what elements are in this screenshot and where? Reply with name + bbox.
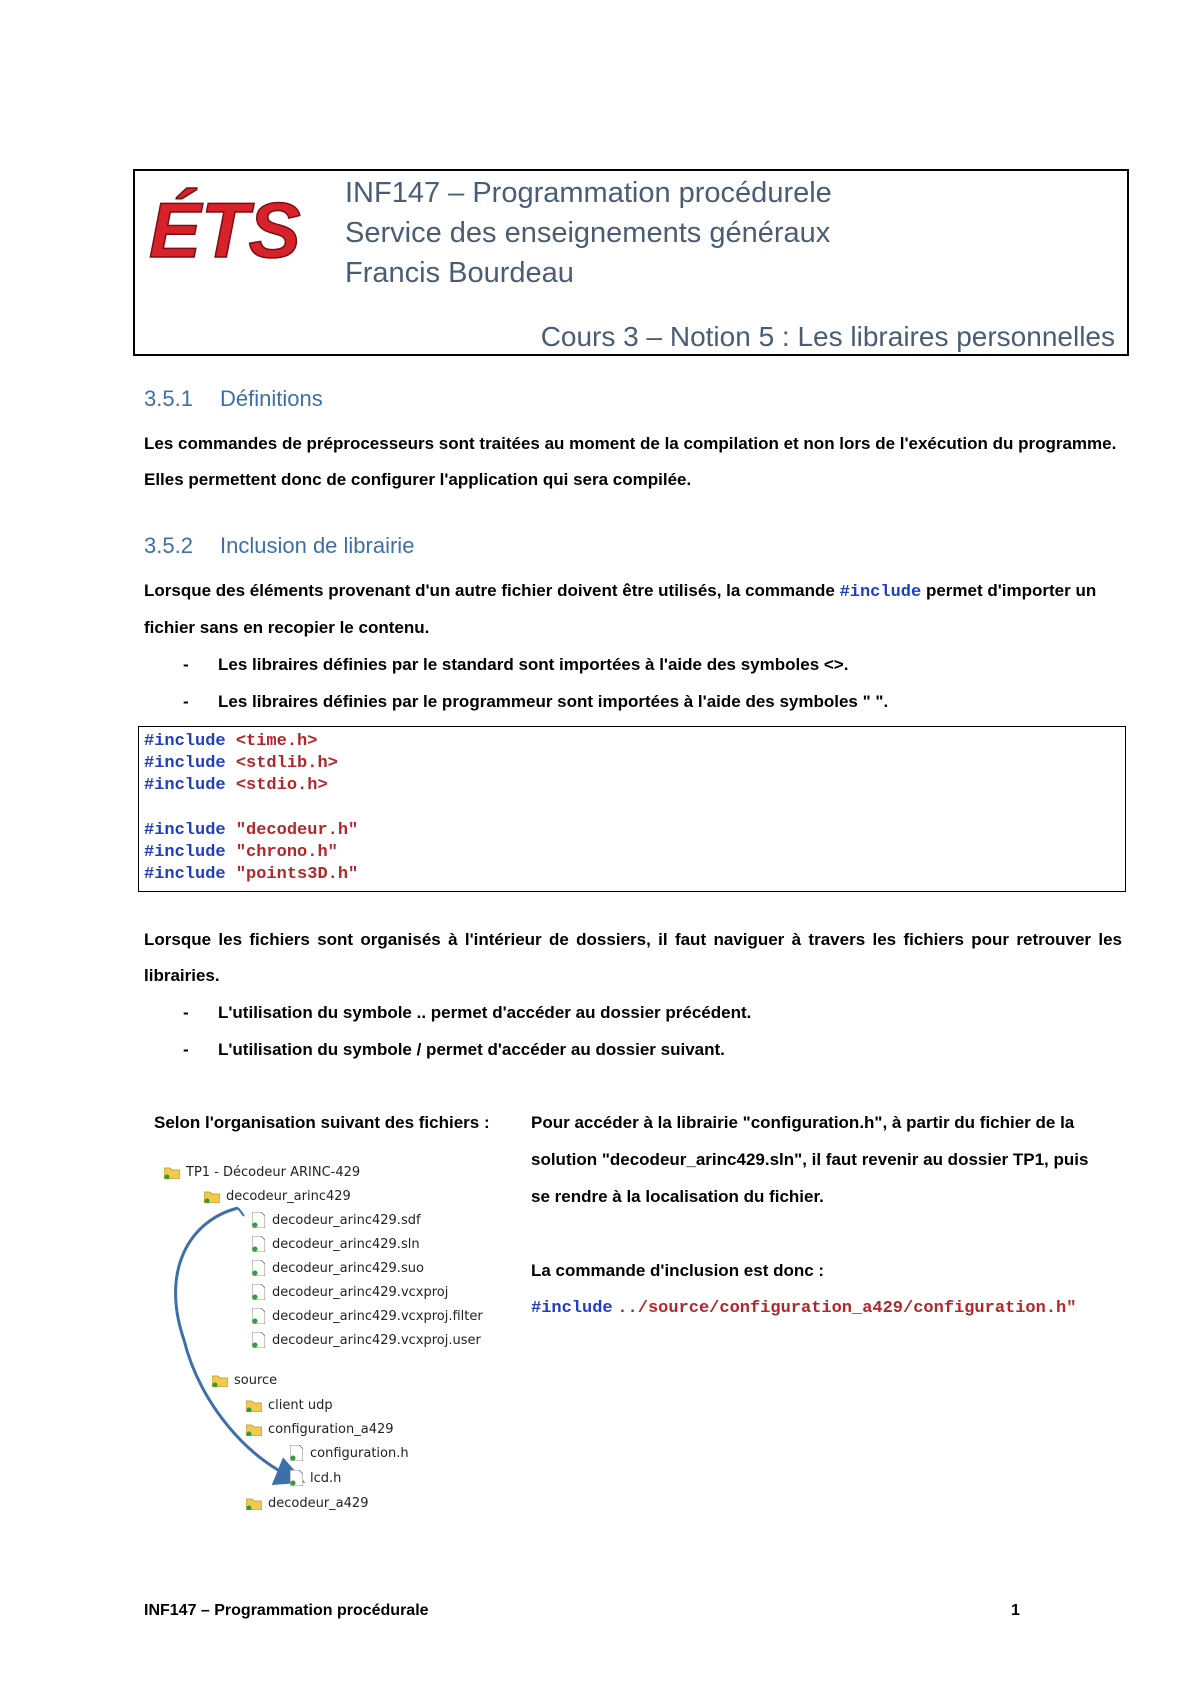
- file-icon: [290, 1445, 303, 1461]
- inline-code-keyword: #include: [531, 1299, 613, 1318]
- paragraph: La commande d'inclusion est donc :: [531, 1261, 825, 1280]
- page-number: 1: [1011, 1602, 1020, 1619]
- paragraph: librairies.: [144, 966, 220, 985]
- tree-file[interactable]: lcd.h: [310, 1471, 341, 1486]
- code-line: #include <stdlib.h>: [144, 754, 338, 773]
- text-run: Lorsque des éléments provenant d'un autre fichier doivent être utilisés, la commande: [144, 581, 835, 600]
- file-icon: [252, 1284, 265, 1300]
- tree-file[interactable]: decodeur_arinc429.sdf: [272, 1213, 421, 1228]
- include-example: [531, 1297, 1103, 1318]
- section-number: 3.5.2: [144, 533, 193, 558]
- text-run: permet d'importer un: [925, 581, 1097, 600]
- file-icon: [252, 1332, 265, 1348]
- lesson-title: Cours 3 – Notion 5 : Les libraires personnelles: [540, 321, 1115, 352]
- tree-folder[interactable]: configuration_a429: [268, 1422, 394, 1437]
- code-line: #include <stdio.h>: [144, 776, 328, 795]
- paragraph: Elles permettent donc de configurer l'application qui sera compilée.: [144, 470, 692, 489]
- tree-file[interactable]: decodeur_arinc429.sln: [272, 1237, 420, 1252]
- file-icon: [252, 1308, 265, 1324]
- folder-icon: [212, 1374, 228, 1387]
- footer-course: INF147 – Programmation procédurale: [144, 1602, 429, 1619]
- tree-file[interactable]: decodeur_arinc429.vcxproj: [272, 1285, 448, 1300]
- section-title: Définitions: [220, 386, 323, 411]
- department-name: Service des enseignements généraux: [345, 217, 831, 249]
- tree-file[interactable]: decodeur_arinc429.vcxproj.user: [272, 1333, 481, 1348]
- section-title: Inclusion de librairie: [220, 533, 415, 558]
- paragraph: se rendre à la localisation du fichier.: [531, 1187, 824, 1206]
- paragraph: [144, 581, 1122, 602]
- tree-caption: Selon l'organisation suivant des fichiers :: [154, 1113, 490, 1132]
- folder-icon: [246, 1423, 262, 1436]
- tree-folder[interactable]: source: [234, 1373, 277, 1388]
- section-heading-definitions: [144, 386, 323, 412]
- tree-folder[interactable]: decodeur_arinc429: [226, 1189, 351, 1204]
- ets-logo: [145, 179, 315, 269]
- document-page: ÉTS INF147 – Programmation procédurele Service des enseignements généraux Francis Bourdeau Cours 3 – Notion 5 : Les libraires personnelles 3.5.1 Définitions Les commandes de préprocesseurs sont traitées au moment de la compilation et non lors de l'exécution du programme. Elles permettent donc de configurer l'application qui sera compilée. 3.5.2 Inclusion de librairie Lorsque des éléments provenant d'un autre fichier doivent être utilisés, la commande #include permet d'importer un fichier sans en recopier le contenu. - Les libraires définies par le standard sont importées à l'aide des symboles <>. - Les libraires définies par le programmeur sont importées à l'aide des symboles " ". #include <time.h> #include <stdlib.h> #include <stdio.h> #include "decodeur.h" #include "chrono.h" #include "points3D.h" Lorsque les fichiers sont organisés à l'intérieur de dossiers, il faut naviguer à travers les fichiers pour retrouver les librairies. - L'utilisation du symbole .. permet d'accéder au dossier précédent. - L'utilisation du symbole / permet d'accéder au dossier suivant. Selon l'organisation suivant des fichiers : TP1 - Décodeur ARINC-429 decodeur_arinc429 decodeur_arinc429.sdf decodeur_arinc429.sln decodeur_arinc429.suo decodeur_arinc429.vcxproj decodeur_arinc429.vcxproj.filter decodeur_arinc429.vcxproj.user source client udp configuration_a429 configuration.h lcd.h decodeur_a429 Pour accéder à la librairie "configuration.h", à partir du fichier de la solution "decodeur_arinc429.sln", il faut revenir au dossier TP1, puis se rendre à la localisation du fichier. La commande d'inclusion est donc : #include ../source/configuration_a429/configuration.h" INF147 – Programmation procédurale 1: [0, 0, 1200, 1698]
- tree-file[interactable]: decodeur_arinc429.vcxproj.filter: [272, 1309, 483, 1324]
- tree-folder[interactable]: TP1 - Décodeur ARINC-429: [186, 1165, 360, 1180]
- folder-icon: [246, 1399, 262, 1412]
- file-icon: [252, 1236, 265, 1252]
- paragraph: Lorsque les fichiers sont organisés à l'intérieur de dossiers, il faut naviguer à travers les fichiers pour retrouver les: [144, 930, 1122, 949]
- inline-code-path: ../source/configuration_a429/configuration.h": [617, 1299, 1077, 1318]
- folder-icon: [246, 1497, 262, 1510]
- tree-file[interactable]: configuration.h: [310, 1446, 409, 1461]
- paragraph: Pour accéder à la librairie "configuration.h", à partir du fichier de la: [531, 1113, 1075, 1132]
- code-line: #include "decodeur.h": [144, 821, 359, 840]
- tree-folder[interactable]: decodeur_a429: [268, 1496, 368, 1511]
- inline-code: #include: [839, 583, 922, 602]
- section-number: 3.5.1: [144, 386, 193, 411]
- course-title: INF147 – Programmation procédurele: [345, 177, 832, 209]
- code-line: #include <time.h>: [144, 732, 318, 751]
- file-tree-screenshot: [160, 1160, 490, 1530]
- section-heading-inclusion: [144, 533, 414, 559]
- folder-icon: [204, 1190, 220, 1203]
- code-block: [138, 726, 1126, 892]
- file-icon: [252, 1260, 265, 1276]
- code-line: #include "chrono.h": [144, 843, 338, 862]
- paragraph: Les commandes de préprocesseurs sont traitées au moment de la compilation et non lors de l'exécution du programme.: [144, 434, 1117, 453]
- code-line: #include "points3D.h": [144, 865, 359, 884]
- logo-text: ÉTS: [149, 186, 301, 269]
- file-icon: [290, 1470, 303, 1486]
- tree-file[interactable]: decodeur_arinc429.suo: [272, 1261, 424, 1276]
- paragraph: fichier sans en recopier le contenu.: [144, 618, 430, 637]
- author-name: Francis Bourdeau: [345, 257, 574, 289]
- paragraph: solution "decodeur_arinc429.sln", il faut revenir au dossier TP1, puis: [531, 1150, 1089, 1169]
- tree-folder[interactable]: client udp: [268, 1398, 333, 1413]
- file-icon: [252, 1212, 265, 1228]
- folder-icon: [164, 1166, 180, 1179]
- header-box: [133, 169, 1129, 356]
